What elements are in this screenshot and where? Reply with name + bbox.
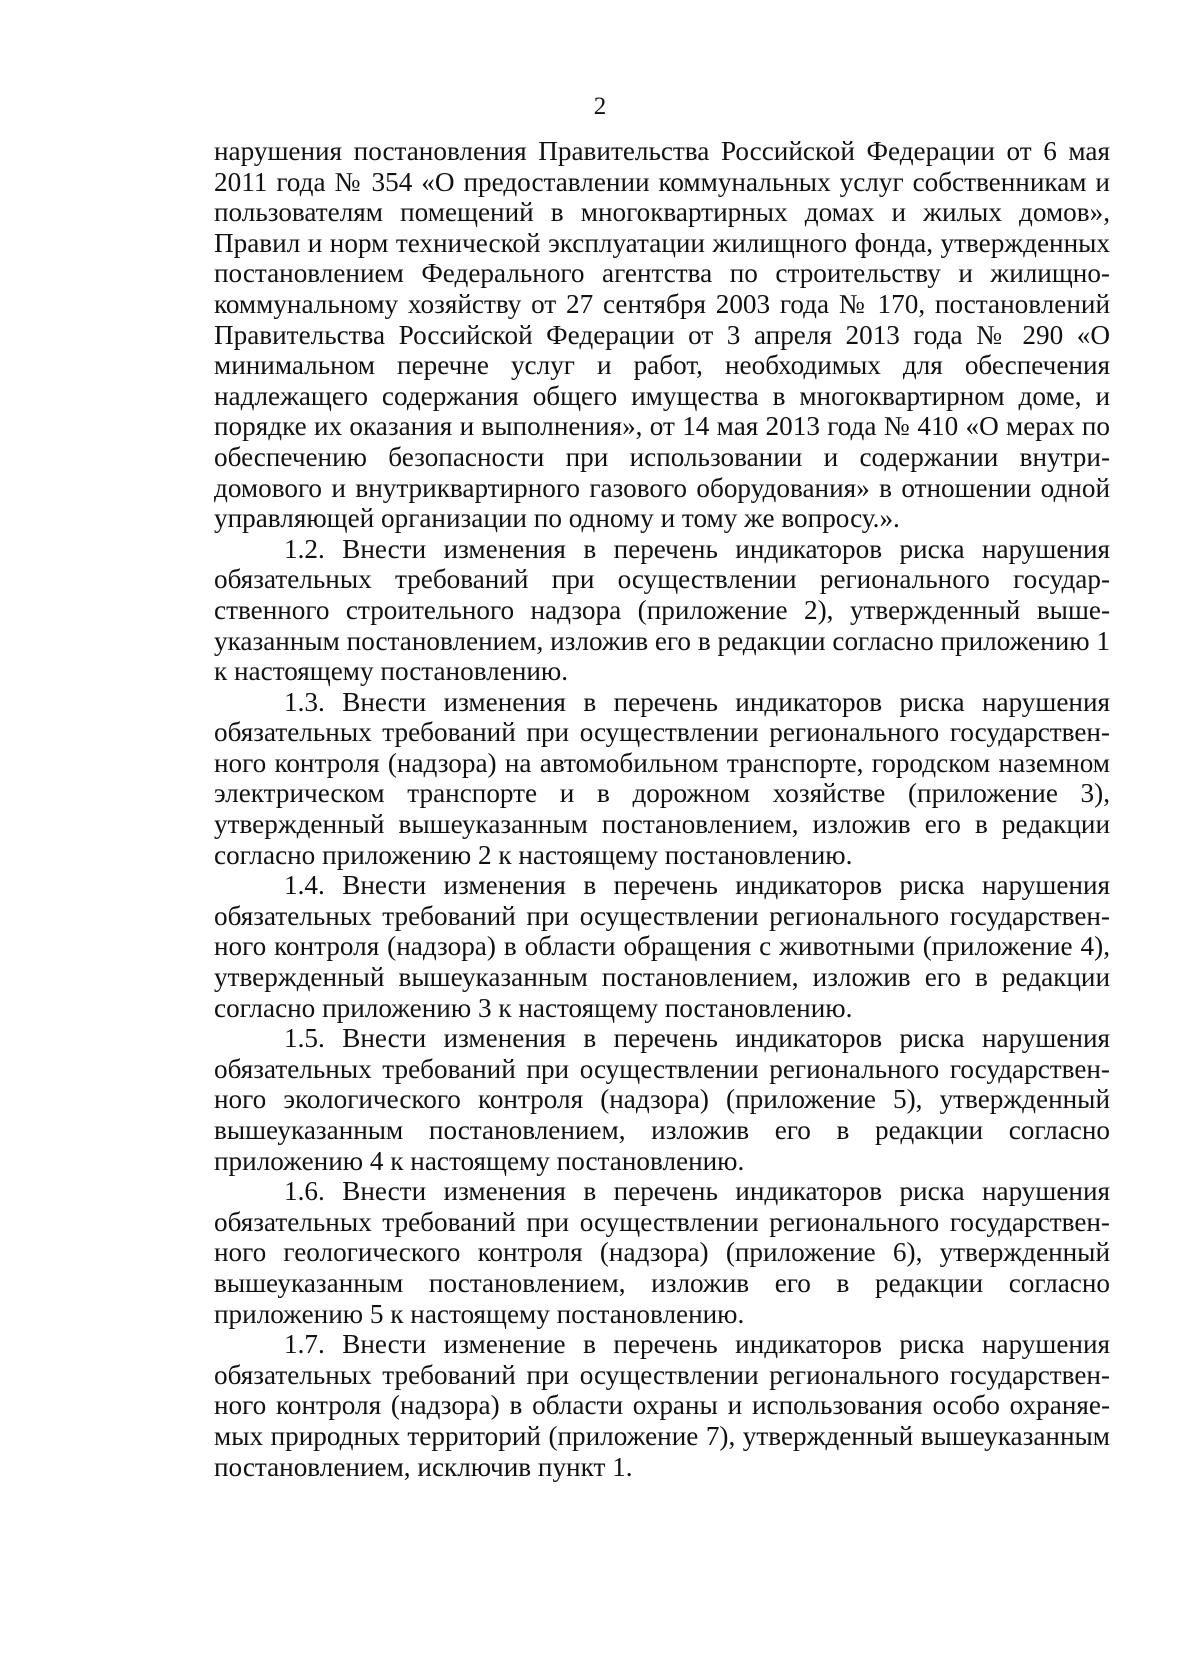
document-body [214, 136, 1110, 1482]
paragraph-item-1-5: 1.5. Внести изменения в перечень индикаторов риска нарушения обязательных требований при осуществлении регионального государствен-ного экологического контроля (надзора) (приложение 5), утвержденный вышеуказанным постановлением, изложив его в редакции согласно приложению 4 к настоящему постановлению. [214, 1023, 1110, 1176]
page-number: 2 [593, 93, 607, 120]
paragraph-item-1-3: 1.3. Внести изменения в перечень индикаторов риска нарушения обязательных требований при осуществлении регионального государствен-ного контроля (надзора) на автомобильном транспорте, городском наземном электрическом транспорте и в дорожном хозяйстве (приложение 3), утвержденный вышеуказанным постановлением, изложив его в редакции согласно приложению 2 к настоящему постановлению. [214, 686, 1110, 870]
paragraph-continuation: нарушения постановления Правительства Российской Федерации от 6 мая 2011 года № 354 «О предоставлении коммунальных услуг собственникам и пользователям помещений в многоквартирных домах и жилых домов», Правил и норм технической эксплуатации жилищного фонда, утвержденных постановлением Федерального агентства по строительству и жилищно-коммунальному хозяйству от 27 сентября 2003 года № 170, постановлений Правительства Российской Федерации от 3 апреля 2013 года № 290 «О минимальном перечне услуг и работ, необходимых для обеспечения надлежащего содержания общего имущества в многоквартирном доме, и порядке их оказания и выполнения», от 14 мая 2013 года № 410 «О мерах по обеспечению безопасности при использовании и содержании внутри-домового и внутриквартирного газового оборудования» в отношении одной управляющей организации по одному и тому же вопросу.». [214, 136, 1110, 534]
paragraph-item-1-4: 1.4. Внести изменения в перечень индикаторов риска нарушения обязательных требований при осуществлении регионального государствен-ного контроля (надзора) в области обращения с животными (приложение 4), утвержденный вышеуказанным постановлением, изложив его в редакции согласно приложению 3 к настоящему постановлению. [214, 870, 1110, 1023]
paragraph-item-1-6: 1.6. Внести изменения в перечень индикаторов риска нарушения обязательных требований при осуществлении регионального государствен-ного геологического контроля (надзора) (приложение 6), утвержденный вышеуказанным постановлением, изложив его в редакции согласно приложению 5 к настоящему постановлению. [214, 1176, 1110, 1329]
paragraph-item-1-2: 1.2. Внести изменения в перечень индикаторов риска нарушения обязательных требований при осуществлении регионального государ-ственного строительного надзора (приложение 2), утвержденный выше-указанным постановлением, изложив его в редакции согласно приложению 1 к настоящему постановлению. [214, 533, 1110, 687]
paragraph-item-1-7: 1.7. Внести изменение в перечень индикаторов риска нарушения обязательных требований при осуществлении регионального государствен-ного контроля (надзора) в области охраны и использования особо охраняе-мых природных территорий (приложение 7), утвержденный вышеуказанным постановлением, исключив пункт 1. [214, 1329, 1110, 1482]
